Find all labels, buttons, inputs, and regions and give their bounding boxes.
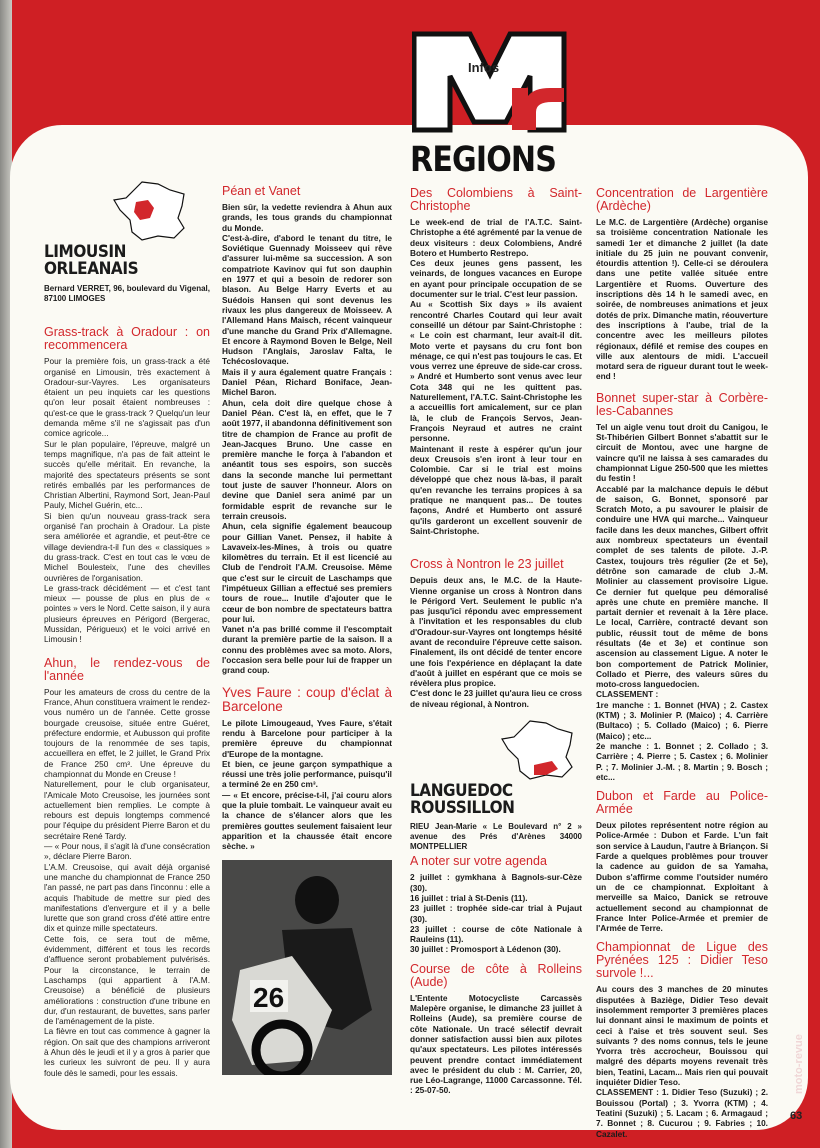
heading-dubon-farde: Dubon et Farde au Police-Armée xyxy=(596,789,768,817)
correspondent-address: RIEU Jean-Marie « Le Boulevard n° 2 » avenue des Prés d'Arènes 34000 MONTPELLIER xyxy=(410,822,582,852)
region-title-line1: LIMOUSIN xyxy=(44,242,127,263)
column-limousin xyxy=(44,180,210,1078)
heading-bonnet: Bonnet super-star à Corbère-les-Cabannes xyxy=(596,390,768,418)
heading-nontron: Cross à Nontron le 23 juillet xyxy=(410,557,564,572)
paragraph: Deux pilotes représentent notre région au Police-Armée : Dubon et Farde. L'un fait son service à Laudun, l'autre à Briançon. Si Farde a quelques problèmes pour trouver la cadence au guidon de sa Yamaha, Dubon s'affirme comme l'outsider numéro un de ce championnat. Exploitant à merveille sa Maico, Danick se retrouve actuellement second au championnat de France Inter Police-Armée et premier de l'Armée de Terre. xyxy=(596,820,768,934)
paragraph: Le week-end de trial de l'A.T.C. Saint-Christophe a été agrémenté par la venue de deux visiteurs : deux Colombiens, André Botero et Humberto Restrepo. xyxy=(410,217,582,258)
heading-ahun: Ahun, le rendez-vous de l'année xyxy=(44,655,210,683)
paragraph: Ces deux jeunes gens passent, les veinards, de longues vacances en Europe en ayant pour principale occupation de se documenter sur le trial. C'est leur passion. xyxy=(410,258,582,300)
paragraph: — « Et encore, précise-t-il, j'ai couru alors que la pluie tombait. Le vainqueur avait eu la chance de s'élancer alors que les premières gouttes seulement faisaient leur apparition et la chaussée était encore sèche. » xyxy=(222,789,392,852)
paragraph: Naturellement, pour le club organisateur, l'Amicale Moto Creusoise, les journées sont actuellement bien remplies. Le compte à rebours est depuis longtemps commencé pour l'équipe du président Pierre Baron et du secrétaire René Tardy. xyxy=(44,779,210,841)
region-title-line2: ROUSSILLON xyxy=(410,798,515,819)
region-title-line2: ORLEANAIS xyxy=(44,259,139,280)
paragraph: Pour les amateurs de cross du centre de la France, Ahun constituera vraiment le rendez-vous numéro un de l'année. Cette grosse bourgade creusoise, située entre Guéret, préfecture endormie, et Aubusson qui profite toujours de la renommée de ses tapis, accueillera en effet, le 2 juillet, le Grand Prix de France 250 cm³. Une épreuve du championnat du Monde en Creuse ! xyxy=(44,686,210,779)
mr-logo-graphic xyxy=(412,30,568,136)
paragraph: Maintenant il reste à espérer qu'un jour deux Creusois s'en iront à leur tour en Colombie. Car si le trial est moins développé que chez nous là-bas, il paraît qu'en revanche les terrains propices à sa pratique ne manquent pas... De toutes façons, André et Humberto ont assuré qu'ils garderont un excellent souvenir de Saint-Christophe. xyxy=(410,443,582,536)
paragraph: — « Pour nous, il s'agit là d'une consécration », déclare Pierre Baron. xyxy=(44,841,210,862)
agenda-item: 23 juillet : trophée side-car trial à Pujaut (30). xyxy=(410,903,582,924)
paragraph: Vanet n'a pas brillé comme il l'escomptait durant la première partie de la saison. Il a connu des problèmes avec sa moto. Alors, l'occasion sera belle pour lui de frapper un grand coup. xyxy=(222,624,392,676)
regions-title: REGIONS xyxy=(410,140,557,180)
paragraph: Le grass-track décidément — et c'est tant mieux — pousse de plus en plus de « pointes » vers le Nord. Cette saison, il y aura plusieurs épreuves en Périgord (Bergerac, Mussidan, Périgueux) et le voici arrivé en Limousin ! xyxy=(44,582,210,645)
page-number: 63 xyxy=(790,1110,803,1122)
paragraph: Au « Scottish Six days » ils avaient rencontré Charles Coutard qui leur avait conseillé un détour par Saint-Christophe : « Le coin est charmant, leur avait-il dit. Moto verte et paysans du cru font bon ménage, ce qui n'est pas toujours le cas. Et vous verrez une épreuve de side-car cross. » André et Humberto sont venus avec leur Cota 348 qui ne les quittent pas. Naturellement, l'A.T.C. Saint-Christophe les a accueillis fort amicalement, sur ce plan là, le club de François Servos, Jean-François Neyraud et autres ne craint personne. xyxy=(410,299,582,444)
correspondent-address: Bernard VERRET, 96, boulevard du Vigenal, 87100 LIMOGES xyxy=(44,284,210,304)
heading-largentiere: Concentration de Largentière (Ardèche) xyxy=(596,186,768,213)
paragraph: C'est-à-dire, d'abord le tenant du titre, le Soviétique Guennady Moisseev qui rêve d'assurer lui-même sa succession. A son compatriote Kavinov qui fut son dauphin en 1977 et qui a besoin de redorer son blason. Au Belge Harry Everts et au Suédois Hansen qui sont devenus les rivaux les plus dangereux de Moisseev. A l'Allemand Hans Maisch, récent vainqueur d'une manche du Grand Prix d'Allemagne. Et encore à Raymond Boven le Belge, Neil Hudson l'Anglais, Jaroslav Falta, le Tchécoslovaque. xyxy=(222,232,392,367)
paragraph: Le pilote Limougeaud, Yves Faure, s'était rendu à Barcelone pour participer à la première épreuve du championnat d'Europe de la montagne. xyxy=(222,717,392,759)
paragraph: La fièvre en tout cas commence à gagner la région. On sait que des champions arriveront à Ahun dès le jeudi et il y a gros à parier que les curieux les suivront de peu. Il y aura foule dès le samedi, pour les essais. xyxy=(44,1026,210,1078)
agenda-item: 30 juillet : Promosport à Lédenon (30). xyxy=(410,944,561,955)
paragraph: Et bien, ce jeune garçon sympathique a réussi une très jolie performance, puisqu'il a terminé 2e en 250 cm³. xyxy=(222,758,392,790)
column-colombiens xyxy=(410,184,582,1096)
heading-colombiens: Des Colombiens à Saint-Christophe xyxy=(410,186,582,213)
heading-rolleins: Course de côte à Rolleins (Aude) xyxy=(410,961,582,989)
paragraph: Pour la première fois, un grass-track a été organisé en Limousin, très exactement à Oradour-sur-Vayres. Les organisateurs étaient un peu inquiets car les questions qu'on leur posait étaient nombreuses : qu'est-ce que le grass-track ? Quelqu'un leur demanda même s'il ne s'agissait pas d'un comice agricole... xyxy=(44,356,210,439)
france-map-limousin xyxy=(112,180,192,242)
paragraph: Ahun, cela signifie également beaucoup pour Gillian Vanet. Pensez, il habite à Lavaveix-les-Mines, à trois ou quatre kilomètres du terrain. Et il est licencié au Club de l'endroit l'A.M. Creusoise. Même que c'est sur le circuit de Laschamps que l'impétueux Gillian a effectué ses premiers tours de roue... Inutile d'ajouter que le cœur de bon nombre de spectateurs battra pour lui. xyxy=(222,521,392,624)
paragraph: Tel un aigle venu tout droit du Canigou, le St-Thibérien Gilbert Bonnet s'abattit sur le circuit de Montou, avec une hargne de vaincre qu'il ne laissa à ses camarades du championnat Ligue 250-500 que les miettes du festin ! xyxy=(596,421,768,484)
agenda-item: 16 juillet : trial à St-Denis (11). xyxy=(410,892,528,903)
classement-manche1: 1re manche : 1. Bonnet (HVA) ; 2. Castex (KTM) ; 3. Molinier P. (Maico) ; 4. Carrière (Bultaco) ; 5. Collado (Maico) ; 6. Pierre (Maico) ; etc... xyxy=(596,699,768,741)
magazine-name: moto-revue xyxy=(793,1034,805,1094)
paragraph: Accablé par la malchance depuis le début de saison, G. Bonnet, sponsoré par Scratch Moto, a pu savourer le plaisir de conduire une HVA qui marche... Vainqueur facile dans les deux manches, Gilbert offrit aux nombreux spectateurs un éventail complet de ses talents de pilote. J.-P. Castex, toujours très régulier (2e et 5e), détrône son camarade de club J.-M. Molinier au classement provisoire Ligue. Ce dernier fut quelque peu démoralisé après une chute en première manche. Il partait dernier et revenait à la 1ère place. Le local, Carrière, contracté devant son public, réussit tout de même de bons résultats (4e et 3e) et continue son ascension au classement Ligue. A noter le bon comportement de Patrick Molinier, Collado et Pierre, des valeurs sûres du moto-cross languedocien. xyxy=(596,483,768,690)
agenda-item: 2 juillet : gymkhana à Bagnols-sur-Cèze (30). xyxy=(410,872,582,893)
race-number: 26 xyxy=(253,981,285,1013)
agenda-item: 23 juillet : course de côte Nationale à Rauleins (11). xyxy=(410,923,582,945)
classement-manche2: 2e manche : 1. Bonnet ; 2. Collado ; 3. Carrière ; 4. Pierre ; 5. Castex ; 6. Molinier P. ; 7. Molinier J.-M. ; 8. Martin ; 9. Bosch ; etc... xyxy=(596,740,768,782)
paragraph: Sur le plan populaire, l'épreuve, malgré un temps magnifique, n'a pas de fait atteint le succès qu'elle méritait. En revanche, la majorité des spectateurs présents se sont retirés emballés par les performances de Christian Albertini, Raymond Sort, Jean-Paul Pauly, Michel Guérin, etc... xyxy=(44,438,210,511)
classement-title: CLASSEMENT : xyxy=(596,689,659,700)
paragraph: L'A.M. Creusoise, qui avait déjà organisé une manche du championnat de France 250 l'an passé, ne part pas dans l'inconnu : elle a acquis l'habitude de mettre sur pied des manifestations d'envergure et il y a belle lurette que son grand cross d'été attire entre dix et quinze mille spectateurs. xyxy=(44,861,210,934)
column-largentiere xyxy=(596,184,768,1139)
paragraph: L'Entente Motocycliste Carcassès Malepère organise, le dimanche 23 juillet à Rolleins (Aude), sa première course de côte Nationale. Un tracé sélectif devrait donner satisfaction aussi bien aux pilotes qu'aux spectateurs. Les pilotes intéressés peuvent prendre contact immédiatement avec le président du club : M. Carrier, 20, rue Léo-Lagrange, 11000 Carcassonne. Tél. : 25-07-50. xyxy=(410,992,582,1096)
paragraph: Mais il y aura également quatre Français : Daniel Péan, Richard Boniface, Jean-Michel Baron. xyxy=(222,366,392,398)
paragraph: Le M.C. de Largentière (Ardèche) organise sa troisième concentration Nationale les samedi 1er et dimanche 2 juillet (la date initiale du 25 juin ne pouvant convenir, étourdis attention !). Celle-ci se déroulera dans une petite vallée située entre Largentière et Ruoms. Ouverture des inscriptions dès 14 h le samedi avec, en soirée, de nombreuses animations et jeux dotés de prix. Dimanche matin, réouverture des inscriptions à l'aube, trial de la concentre avec les meilleurs pilotes régionaux, défilé et remise des coupes en ville aux alentours de midi. L'accueil motard sera de rigueur durant tout le week-end ! xyxy=(596,217,768,382)
column-pean-vanet xyxy=(222,182,392,1077)
paragraph: Bien sûr, la vedette reviendra à Ahun aux grands, les tous grands du championnat du Monde. xyxy=(222,202,392,233)
region-title-line1: LANGUEDOC xyxy=(410,781,513,802)
heading-pean-vanet: Péan et Vanet xyxy=(222,184,301,198)
paragraph: Cette fois, ce sera tout de même, évidemment, différent et tous les records d'affluence seront probablement pulvérisés. Pour la circonstance, le terrain de Laschamps (qui appartient à l'A.M. Creusoise) a bénéficié de plusieurs améliorations : construction d'une tribune en dur, d'un restaurant, de buvettes, sans parler de l'aménagement de la piste. xyxy=(44,933,210,1027)
paragraph: Depuis deux ans, le M.C. de la Haute-Vienne organise un cross à Nontron dans le Périgord Vert. Seulement le public n'a pas jusqu'ici répondu avec empressement à l'invitation et les responsables du club d'Oradour-sur-Vayres ont longtemps hésité avant de reconduire l'épreuve cette saison. Finalement, ils ont décidé de tenter encore une fois l'expérience en déplaçant la date d'août à juillet en espérant que ce mois se révèlera plus propice. xyxy=(410,575,582,689)
heading-yves-faure: Yves Faure : coup d'éclat à Barcelone xyxy=(222,684,392,714)
rider-photo xyxy=(222,860,392,1075)
paragraph: Ahun, cela doit dire quelque chose à Daniel Péan. C'est là, en effet, que le 7 août 1977, il abandonna définitivement son titre de champion de France au profit de Jean-Jacques Bruno. Une casse en première manche le força à l'abandon et anéantit tous ses espoirs, son succès dans la seconde manche lui permettant tout juste de sauver l'honneur. Alors on devine que Daniel sera animé par un formidable esprit de revanche sur le terrain creusois. xyxy=(222,397,392,521)
paragraph: Si bien qu'un nouveau grass-track sera organisé l'an prochain à Oradour. La piste sera améliorée et agrandie, et peut-être ce village deviendra-t-il l'un des « classiques » du grass-track. C'est en tout cas le vœu de Michel Boulesteix, l'une des chevilles ouvrières de l'organisation. xyxy=(44,510,210,583)
france-map-languedoc xyxy=(500,719,580,781)
heading-grass-track: Grass-track à Oradour : on recommencera xyxy=(44,325,210,353)
paragraph: C'est donc le 23 juillet qu'aura lieu ce cross de niveau régional, à Nontron. xyxy=(410,688,582,709)
heading-agenda: A noter sur votre agenda xyxy=(410,854,547,869)
classement-teso: CLASSEMENT : 1. Didier Teso (Suzuki) ; 2. Bouissou (Portal) ; 3. Yvorra (KTM) ; 4. Teatini (Suzuki) ; 5. Lacam ; 6. Armagaud ; 7. Bonnet ; 8. Cucurou ; 9. Fabries ; 10. Cazalet. xyxy=(596,1087,768,1139)
heading-didier-teso: Championnat de Ligue des Pyrénées 125 : Didier Teso survole !... xyxy=(596,940,768,981)
infos-label: Infos xyxy=(468,60,500,75)
paragraph: Au cours des 3 manches de 20 minutes disputées à Baziège, Didier Teso devait insolemment remporter 3 premières places lui donnant ainsi le maximum de points et ceci à l'aise et très souvent seul. Ses suivants ? des noms connus, tels le jeune Yvorra très accrocheur, Bouissou qui malgré des départs moyens revenait très bien, Teatini, Lacam... Mais rien qui pouvait inquiéter Didier Teso. xyxy=(596,984,768,1088)
